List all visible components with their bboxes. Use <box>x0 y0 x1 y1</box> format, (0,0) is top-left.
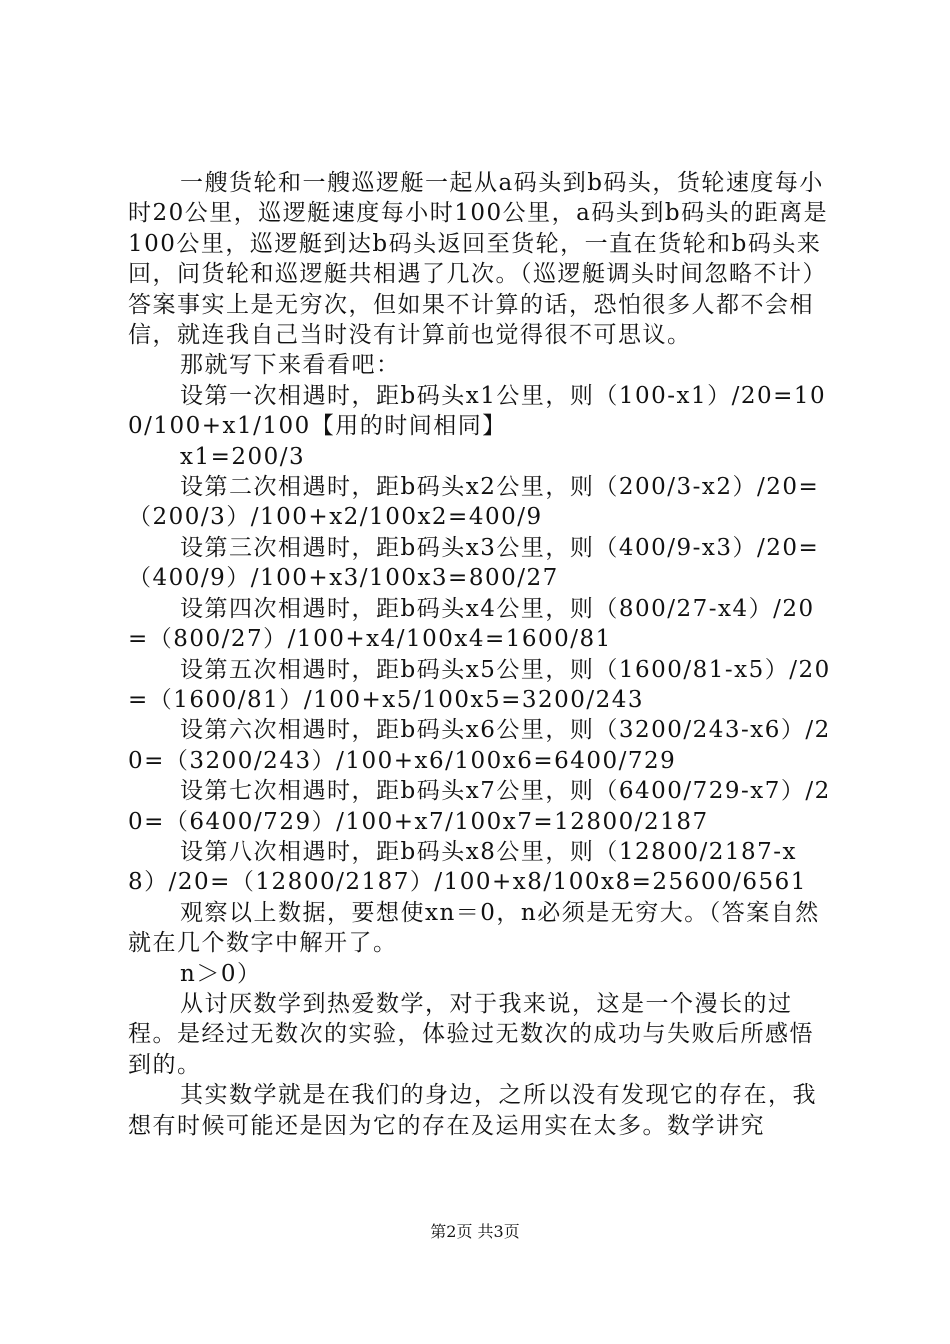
paragraph-problem-statement: 一艘货轮和一艘巡逻艇一起从a码头到b码头，货轮速度每小时20公里，巡逻艇速度每小时100公里，a码头到b码头的距离是100公里，巡逻艇到达b码头返回至货轮，一直在货轮和b码头来回，问货轮和巡逻艇共相遇了几次。（巡逻艇调头时间忽略不计）答案事实上是无穷次，但如果不计算的话，恐怕很多人都不会相信，就连我自己当时没有计算前也觉得很不可思议。 <box>128 170 829 349</box>
paragraph-intro: 那就写下来看看吧： <box>180 352 401 379</box>
paragraph-reflection: 从讨厌数学到热爱数学，对于我来说，这是一个漫长的过程。是经过无数次的实验，体验过无数次的成功与失败后所感悟到的。 <box>128 990 814 1078</box>
paragraph-meeting-8: 设第八次相遇时，距b码头x8公里，则（12800/2187-x8）/20=（12800/2187）/100+x8/100x8=25600/6561 <box>128 838 807 896</box>
paragraph-n-condition: n＞0） <box>180 960 262 987</box>
paragraph-meeting-6: 设第六次相遇时，距b码头x6公里，则（3200/243-x6）/20=（3200/243）/100+x6/100x6=6400/729 <box>128 717 831 774</box>
document-body <box>128 168 832 1141</box>
paragraph-meeting-2: 设第二次相遇时，距b码头x2公里，则（200/3-x2）/20=（200/3）/100+x2/100x2=400/9 <box>128 474 820 531</box>
paragraph-meeting-3: 设第三次相遇时，距b码头x3公里，则（400/9-x3）/20=（400/9）/100+x3/100x3=800/27 <box>128 534 820 592</box>
paragraph-meeting-4: 设第四次相遇时，距b码头x4公里，则（800/27-x4）/20=（800/27）/100+x4/100x4=1600/81 <box>128 595 815 653</box>
paragraph-math-around-us: 其实数学就是在我们的身边，之所以没有发现它的存在，我想有时候可能还是因为它的存在及运用实在太多。数学讲究 <box>128 1082 817 1139</box>
paragraph-meeting-5: 设第五次相遇时，距b码头x5公里，则（1600/81-x5）/20=（1600/81）/100+x5/100x5=3200/243 <box>128 656 831 713</box>
paragraph-x1-result: x1=200/3 <box>180 443 306 470</box>
paragraph-observation: 观察以上数据，要想使xn＝0，n必须是无穷大。（答案自然就在几个数字中解开了。 <box>128 899 820 957</box>
page-number-footer: 第2页 共3页 <box>430 1222 520 1241</box>
paragraph-meeting-7: 设第七次相遇时，距b码头x7公里，则（6400/729-x7）/20=（6400/729）/100+x7/100x7=12800/2187 <box>128 778 831 835</box>
paragraph-meeting-1: 设第一次相遇时，距b码头x1公里，则（100-x1）/20=100/100+x1/100【用的时间相同】 <box>128 382 827 440</box>
